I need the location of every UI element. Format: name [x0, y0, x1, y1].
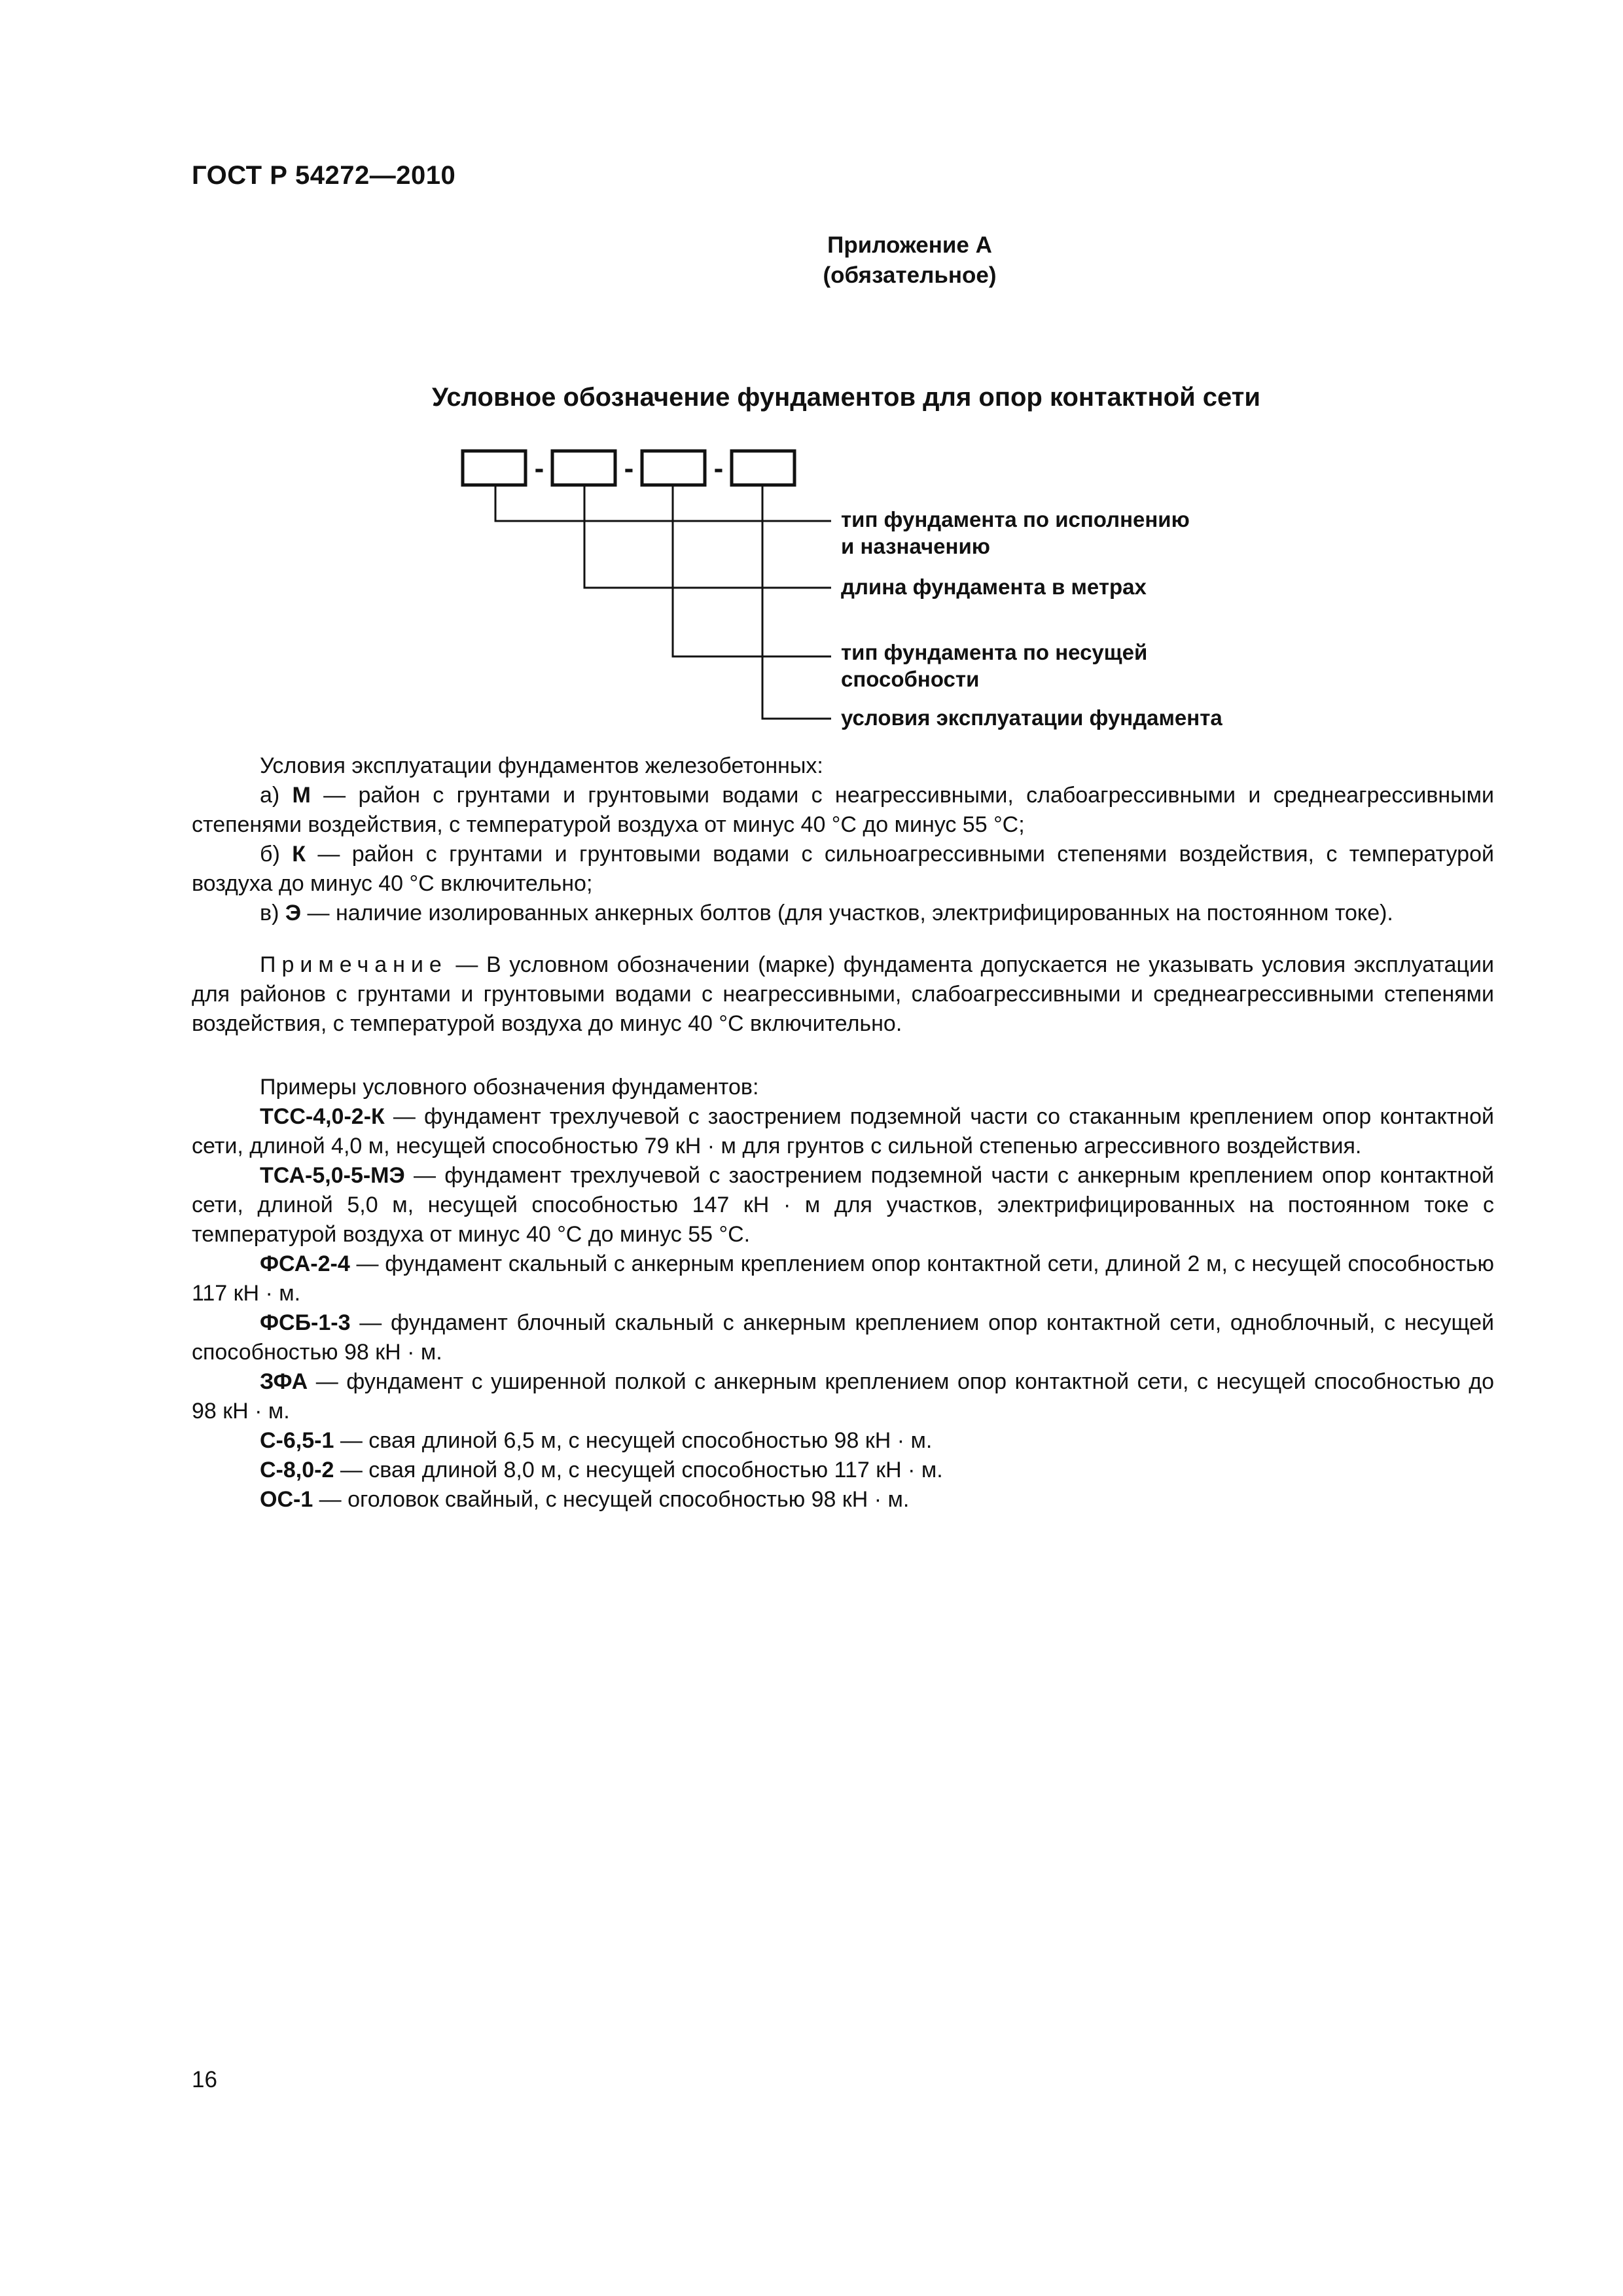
example-code: С-8,0-2: [260, 1458, 334, 1482]
condition-item-k: [192, 840, 1494, 899]
diagram-label-capacity-cont: способности: [841, 667, 980, 691]
example-code: ТСА-5,0-5-МЭ: [260, 1163, 405, 1188]
diagram-label-conditions: условия эксплуатации фундамента: [841, 706, 1222, 730]
leader-line-3: [673, 485, 831, 656]
condition-code: М: [292, 783, 311, 808]
designation-box-3: [642, 451, 705, 485]
example-text: — свая длиной 8,0 м, с несущей способностью 117 кН · м.: [334, 1458, 943, 1482]
designation-box-4: [732, 451, 794, 485]
example-text: — фундамент трехлучевой с заострением подземной части со стаканным креплением опор контактной сети, длиной 4,0 м, несущей способностью 79 кН · м для грунтов с сильной степенью агрессивного воздействия.: [192, 1104, 1494, 1158]
separator-dash-1: -: [534, 452, 544, 484]
example-item: [192, 1367, 1494, 1426]
example-item: [192, 1456, 1494, 1485]
conditions-section: [192, 751, 1494, 1515]
page-number: 16: [192, 2067, 217, 2092]
examples-intro: Примеры условного обозначения фундаментов:: [260, 1075, 759, 1100]
separator-dash-2: -: [624, 452, 634, 484]
example-code: ЗФА: [260, 1369, 308, 1394]
appendix-type: (обязательное): [823, 262, 997, 288]
condition-prefix: б): [260, 842, 293, 867]
section-title: Условное обозначение фундаментов для опор контактной сети: [432, 383, 1260, 412]
note-text: — В условном обозначении (марке) фундамента допускается не указывать условия эксплуатации для районов с грунтами и грунтовыми водами с неагрессивными, слабоагрессивными и среднеагрессивными степенями воздействия, с температурой воздуха до минус 40 °С включительно.: [192, 952, 1494, 1036]
diagram-label-type-purpose-cont: и назначению: [841, 534, 990, 558]
appendix-label: Приложение А: [827, 232, 992, 258]
example-text: — оголовок свайный, с несущей способностью 98 кН · м.: [313, 1487, 910, 1512]
condition-code: К: [292, 842, 306, 867]
example-item: [192, 1249, 1494, 1308]
document-id: ГОСТ Р 54272—2010: [192, 161, 456, 190]
example-code: ТСС-4,0-2-К: [260, 1104, 385, 1129]
conditions-intro: Условия эксплуатации фундаментов железобетонных:: [260, 753, 823, 778]
example-item: [192, 1161, 1494, 1249]
example-item: [192, 1485, 1494, 1515]
example-code: ФСА-2-4: [260, 1251, 350, 1276]
designation-box-2: [552, 451, 615, 485]
example-item: [192, 1426, 1494, 1456]
note-label: Примечание: [260, 952, 448, 977]
example-code: С-6,5-1: [260, 1428, 334, 1453]
example-text: — свая длиной 6,5 м, с несущей способностью 98 кН · м.: [334, 1428, 933, 1453]
designation-box-1: [463, 451, 526, 485]
condition-text: — район с грунтами и грунтовыми водами с неагрессивными, слабоагрессивными и среднеагрессивными степенями воздействия, с температурой воздуха от минус 40 °С до минус 55 °С;: [192, 783, 1494, 837]
designation-diagram: [0, 0, 1623, 753]
example-item: [192, 1102, 1494, 1161]
example-text: — фундамент с уширенной полкой с анкерным креплением опор контактной сети, с несущей способностью до 98 кН · м.: [192, 1369, 1494, 1424]
example-text: — фундамент скальный с анкерным креплением опор контактной сети, длиной 2 м, с несущей способностью 117 кН · м.: [192, 1251, 1494, 1306]
condition-text: — район с грунтами и грунтовыми водами с сильноагрессивными степенями воздействия, с температурой воздуха до минус 40 °С включительно;: [192, 842, 1494, 896]
condition-text: — наличие изолированных анкерных болтов (для участков, электрифицированных на постоянном токе).: [301, 901, 1393, 925]
condition-code: Э: [285, 901, 302, 925]
note-paragraph: [192, 950, 1494, 1039]
condition-item-e: [192, 899, 1494, 928]
example-text: — фундамент блочный скальный с анкерным креплением опор контактной сети, одноблочный, с несущей способностью 98 кН · м.: [192, 1310, 1494, 1365]
leader-line-1: [495, 485, 831, 521]
condition-prefix: в): [260, 901, 285, 925]
condition-prefix: а): [260, 783, 293, 808]
example-text: — фундамент трехлучевой с заострением подземной части с анкерным креплением опор контактной сети, длиной 5,0 м, несущей способностью 147 кН · м для участков, электрифицированных на постоянном токе с температурой воздуха от минус 40 °С до минус 55 °С.: [192, 1163, 1494, 1247]
leader-line-2: [584, 485, 831, 588]
example-code: ОС-1: [260, 1487, 313, 1512]
diagram-label-type-purpose: тип фундамента по исполнению: [841, 507, 1190, 531]
example-item: [192, 1308, 1494, 1367]
diagram-label-length: длина фундамента в метрах: [841, 575, 1147, 599]
diagram-label-capacity: тип фундамента по несущей: [841, 640, 1148, 664]
condition-item-m: [192, 781, 1494, 840]
example-code: ФСБ-1-3: [260, 1310, 351, 1335]
separator-dash-3: -: [713, 452, 724, 484]
